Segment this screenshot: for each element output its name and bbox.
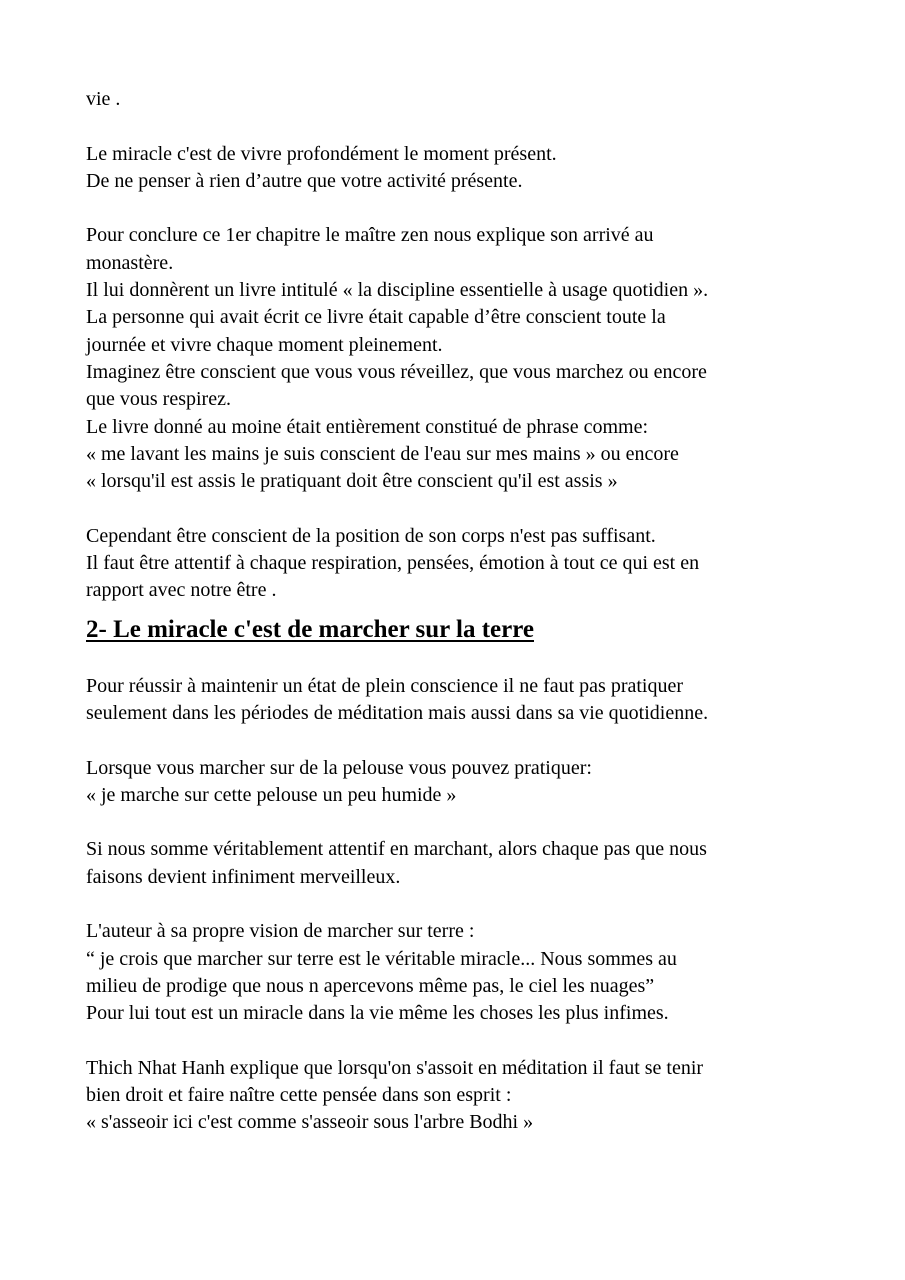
text-line: “ je crois que marcher sur terre est le véritable miracle... Nous sommes au xyxy=(86,947,677,970)
text-line: « lorsqu'il est assis le pratiquant doit être conscient qu'il est assis » xyxy=(86,470,618,493)
text-line: Il lui donnèrent un livre intitulé « la discipline essentielle à usage quotidien ». xyxy=(86,279,709,302)
text-line: Pour lui tout est un miracle dans la vie même les choses les plus infimes. xyxy=(86,1002,669,1025)
paragraph-gap xyxy=(86,195,886,222)
text-line: bien droit et faire naître cette pensée dans son esprit : xyxy=(86,1084,512,1107)
text-line: journée et vivre chaque moment pleinement. xyxy=(86,333,443,356)
text-line: « me lavant les mains je suis conscient de l'eau sur mes mains » ou encore xyxy=(86,442,679,465)
paragraph-gap xyxy=(86,809,886,836)
text-line: Le livre donné au moine était entièrement constitué de phrase comme: xyxy=(86,415,649,438)
text-line: La personne qui avait écrit ce livre était capable d’être conscient toute la xyxy=(86,306,666,329)
text-line: faisons devient infiniment merveilleux. xyxy=(86,865,401,888)
paragraph-gap xyxy=(86,891,886,918)
text-line: que vous respirez. xyxy=(86,388,231,411)
text-line: Il faut être attentif à chaque respiration, pensées, émotion à tout ce qui est en xyxy=(86,552,700,575)
text-line: Imaginez être conscient que vous vous réveillez, que vous marchez ou encore xyxy=(86,360,707,383)
text-line: vie . xyxy=(86,88,121,110)
text-line: seulement dans les périodes de méditation mais aussi dans sa vie quotidienne. xyxy=(86,701,709,724)
document-page xyxy=(86,86,886,1137)
text-line: De ne penser à rien d’autre que votre activité présente. xyxy=(86,169,523,192)
text-line: Pour réussir à maintenir un état de plein conscience il ne faut pas pratiquer xyxy=(86,674,684,697)
text-line: milieu de prodige que nous n apercevons même pas, le ciel les nuages” xyxy=(86,974,655,997)
text-line: « s'asseoir ici c'est comme s'asseoir sous l'arbre Bodhi » xyxy=(86,1111,534,1134)
paragraph-gap xyxy=(86,113,886,140)
paragraph-gap xyxy=(86,727,886,754)
text-line: monastère. xyxy=(86,251,174,274)
text-line: L'auteur à sa propre vision de marcher sur terre : xyxy=(86,920,475,943)
paragraph-gap xyxy=(86,495,886,522)
paragraph-gap xyxy=(86,1028,886,1055)
heading-spacer xyxy=(86,646,886,673)
text-line: Lorsque vous marcher sur de la pelouse vous pouvez pratiquer: xyxy=(86,756,592,779)
text-line: Pour conclure ce 1er chapitre le maître zen nous explique son arrivé au xyxy=(86,224,654,247)
text-line: Cependant être conscient de la position de son corps n'est pas suffisant. xyxy=(86,524,656,547)
section-heading: 2- Le miracle c'est de marcher sur la terre xyxy=(86,615,534,643)
text-line: Le miracle c'est de vivre profondément le moment présent. xyxy=(86,142,557,165)
text-line: Si nous somme véritablement attentif en marchant, alors chaque pas que nous xyxy=(86,838,707,861)
text-line: Thich Nhat Hanh explique que lorsqu'on s'assoit en méditation il faut se tenir xyxy=(86,1056,704,1079)
text-line: rapport avec notre être . xyxy=(86,579,277,602)
text-line: « je marche sur cette pelouse un peu humide » xyxy=(86,783,457,806)
